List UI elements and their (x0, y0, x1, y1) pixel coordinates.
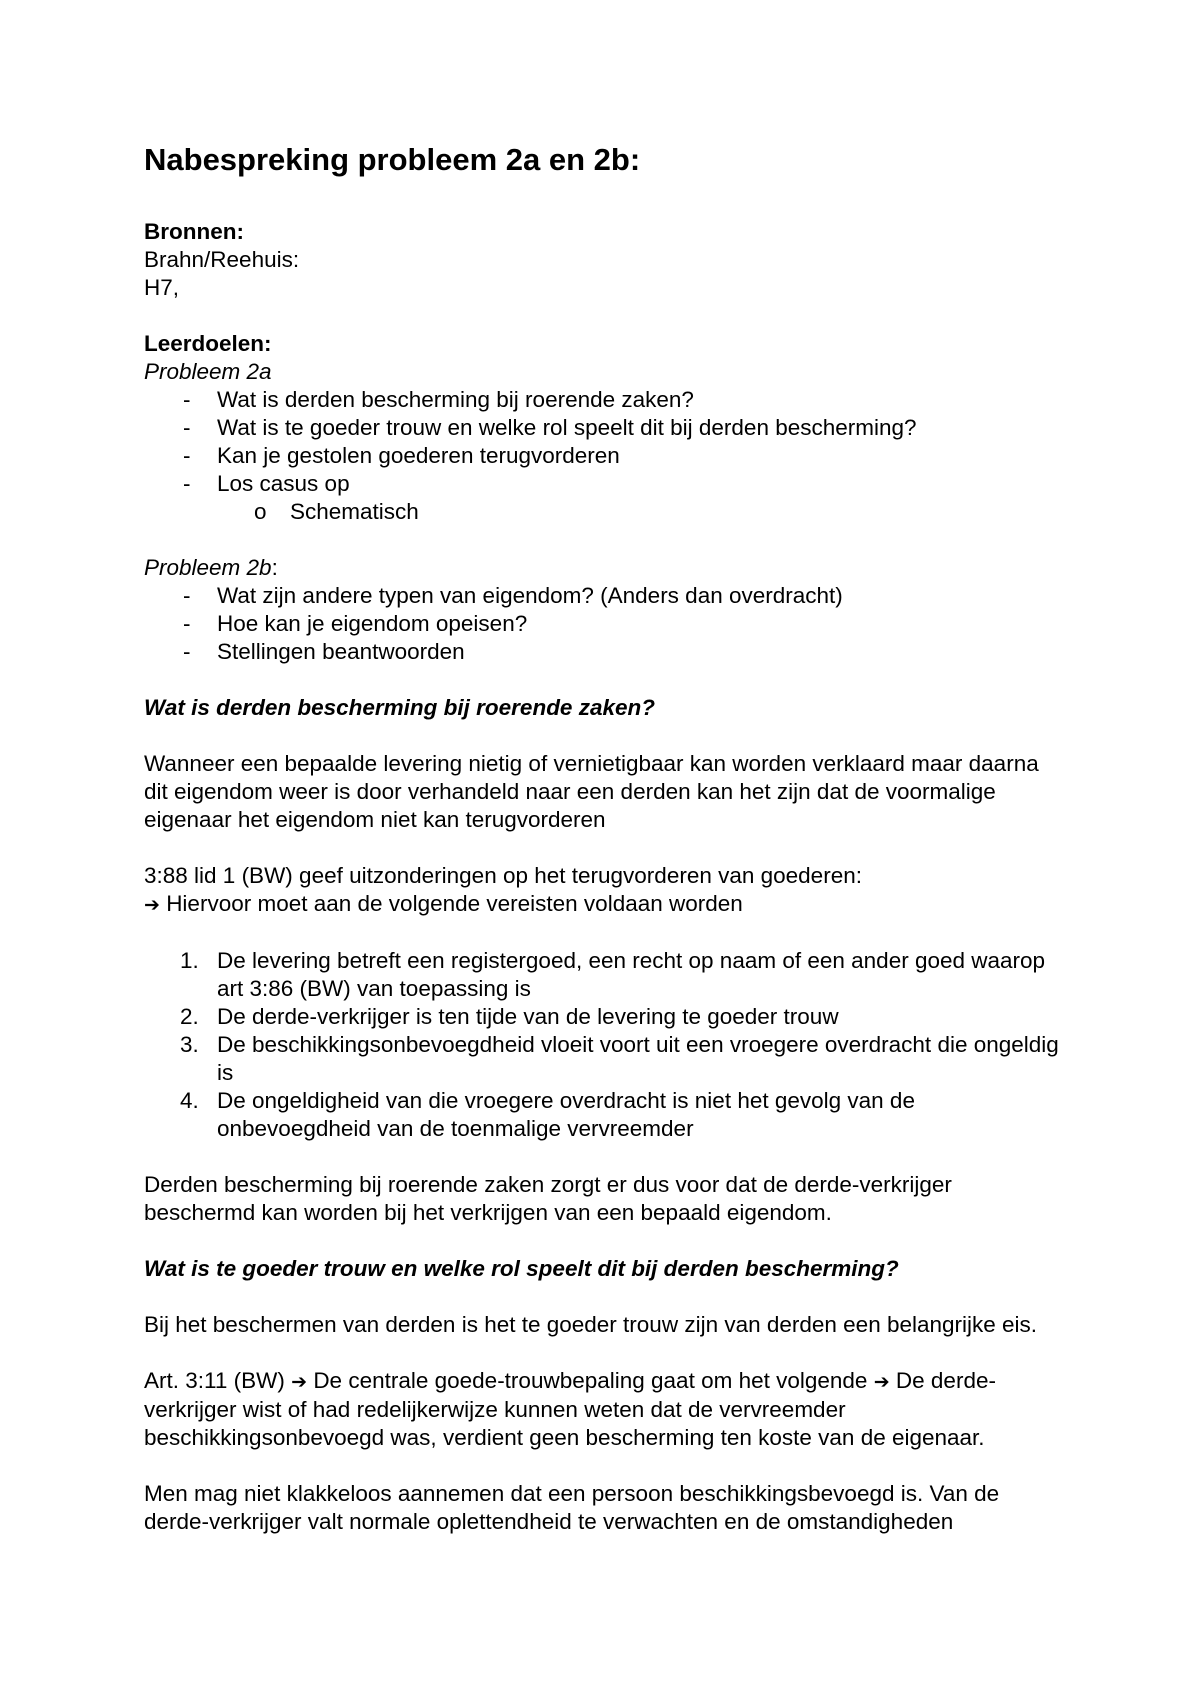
requirements-list (144, 947, 1064, 1143)
section-1-rule-text: Hiervoor moet aan de volgende vereisten voldaan worden (166, 891, 743, 916)
list-item (144, 1087, 1064, 1143)
probleem-2b-list (144, 582, 1064, 666)
arrow-right-icon: ➔ (144, 894, 160, 916)
list-item: - Hoe kan je eigendom opeisen? (144, 610, 1064, 638)
document-content (144, 140, 1064, 1536)
arrow-right-icon: ➔ (291, 1371, 308, 1393)
list-item (144, 947, 1064, 1003)
list-item-text: De derde-verkrijger is ten tijde van de levering te goeder trouw (217, 1004, 839, 1029)
section-1-paragraph: Wanneer een bepaalde levering nietig of vernietigbaar kan worden verklaard maar daarna dit eigendom weer is door verhandeld naar een derden kan het zijn dat de voormalige eigenaar het eigendom niet kan terugvorderen (144, 751, 1039, 832)
probleem-2a-sublist (144, 498, 1064, 526)
section-2-article-paragraph (144, 1367, 1064, 1452)
bronnen-line: Brahn/Reehuis: (144, 247, 300, 272)
list-item-text: De levering betreft een registergoed, een recht op naam of een ander goed waarop art 3:86 (BW) van toepassing is (217, 948, 1046, 1001)
article-consequence: De derde-verkrijger wist of had redelijkerwijze kunnen weten dat de vervreemder beschikkingsonbevoegd was, verdient geen bescherming ten koste van de eigenaar. (144, 1368, 996, 1450)
list-item: - Kan je gestolen goederen terugvorderen (144, 442, 1064, 470)
list-number: 1. (180, 948, 199, 973)
section-2-heading: Wat is te goeder trouw en welke rol speelt dit bij derden bescherming? (144, 1256, 899, 1281)
article-ref: Art. 3:11 (BW) (144, 1368, 285, 1393)
list-item-text: De ongeldigheid van die vroegere overdracht is niet het gevolg van de onbevoegdheid van de toenmalige vervreemder (217, 1088, 915, 1141)
sub-list-item: o Schematisch (144, 498, 1064, 526)
arrow-right-icon: ➔ (873, 1371, 890, 1393)
leerdoelen-heading: Leerdoelen: (144, 331, 272, 356)
probleem-2b-label: Probleem 2b (144, 555, 272, 580)
bronnen-heading: Bronnen: (144, 219, 244, 244)
probleem-2b-label-line (144, 554, 1064, 582)
list-item: - Wat is derden bescherming bij roerende zaken? (144, 386, 1064, 414)
probleem-2a-label: Probleem 2a (144, 359, 272, 384)
list-item: - Stellingen beantwoorden (144, 638, 1064, 666)
section-2-closing-paragraph: Men mag niet klakkeloos aannemen dat een persoon beschikkingsbevoegd is. Van de derde-verkrijger valt normale oplettendheid te verwachten en de omstandigheden (144, 1481, 1000, 1534)
article-text: De centrale goede-trouwbepaling gaat om het volgende (313, 1368, 868, 1393)
section-1-rule-arrow-line (144, 890, 1064, 919)
section-1-rule-line: 3:88 lid 1 (BW) geef uitzonderingen op het terugvorderen van goederen: (144, 863, 862, 888)
probleem-2a-list (144, 386, 1064, 498)
list-item (144, 1031, 1064, 1087)
list-item (144, 1003, 1064, 1031)
list-item: - Wat zijn andere typen van eigendom? (Anders dan overdracht) (144, 582, 1064, 610)
list-number: 4. (180, 1088, 199, 1113)
probleem-2b-label-suffix: : (271, 555, 278, 580)
list-item: - Los casus op (144, 470, 1064, 498)
list-item: - Wat is te goeder trouw en welke rol speelt dit bij derden bescherming? (144, 414, 1064, 442)
section-1-heading: Wat is derden bescherming bij roerende zaken? (144, 695, 655, 720)
bronnen-line: H7, (144, 275, 180, 300)
section-2-paragraph: Bij het beschermen van derden is het te goeder trouw zijn van derden een belangrijke eis. (144, 1312, 1038, 1337)
section-1-conclusion: Derden bescherming bij roerende zaken zorgt er dus voor dat de derde-verkrijger beschermd kan worden bij het verkrijgen van een bepaald eigendom. (144, 1172, 952, 1225)
list-item-text: De beschikkingsonbevoegdheid vloeit voort uit een vroegere overdracht die ongeldig is (217, 1032, 1059, 1085)
document-title: Nabespreking probleem 2a en 2b: (144, 142, 641, 177)
list-number: 3. (180, 1032, 199, 1057)
list-number: 2. (180, 1004, 199, 1029)
